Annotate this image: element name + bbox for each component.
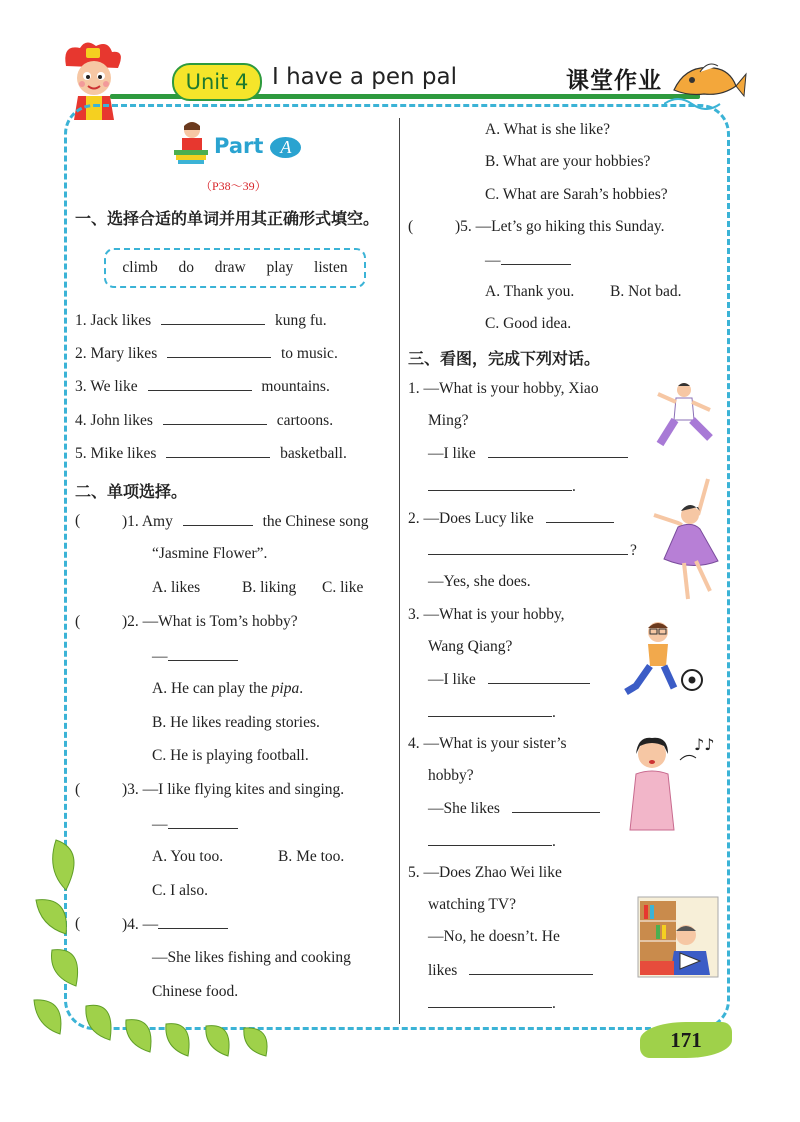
kungfu-boy-illustration (648, 380, 718, 452)
part-letter: A (270, 137, 301, 158)
q5-line1: )5. —Let’s go hiking this Sunday. (455, 218, 665, 235)
d4-line2: hobby? (428, 767, 474, 784)
answer-blank[interactable] (428, 540, 628, 555)
s1-item-1: 1. Jack likes kung fu. (75, 312, 327, 329)
q4-opt-b: B. What are your hobbies? (485, 153, 651, 170)
part-icon (172, 120, 210, 164)
d5-line2: watching TV? (428, 896, 516, 913)
q1-paren-open: ( (75, 512, 81, 529)
q4-line2: —She likes fishing and cooking (152, 949, 351, 966)
q4-line3: Chinese food. (152, 983, 239, 1000)
d5-line3: —No, he doesn’t. He (428, 928, 560, 945)
q2-opt-c: C. He is playing football. (152, 747, 309, 764)
page-number-badge (640, 1022, 732, 1058)
d4-line4: . (428, 831, 556, 852)
s1-item-3: 3. We like mountains. (75, 378, 330, 395)
page-number: 171 (670, 1027, 702, 1052)
q3-line1: )3. —I like flying kites and singing. (122, 781, 345, 798)
koi-fish-illustration (664, 50, 748, 110)
d1-line4: . (428, 476, 576, 497)
q3-opt-c: C. I also. (152, 882, 208, 899)
s1-item-4: 4. John likes cartoons. (75, 412, 334, 429)
s1-item-5: 5. Mike likes basketball. (75, 445, 347, 462)
answer-blank[interactable] (428, 831, 552, 846)
column-divider (399, 118, 400, 1024)
d1-line3: —I like (428, 443, 634, 464)
d1-line2: Ming? (428, 412, 469, 429)
q4-opt-c: C. What are Sarah’s hobbies? (485, 186, 668, 203)
q3-opt-b: B. Me too. (278, 848, 345, 865)
word-listen: listen (314, 259, 348, 276)
answer-blank[interactable] (428, 476, 572, 491)
q5-opt-c: C. Good idea. (485, 315, 572, 332)
d5-line1: 5. —Does Zhao Wei like (408, 864, 562, 881)
d3-line2: Wang Qiang? (428, 638, 513, 655)
answer-blank[interactable] (161, 310, 265, 325)
q1-line2: “Jasmine Flower”. (152, 545, 268, 562)
d2-line3: —Yes, she does. (428, 573, 531, 590)
q4-opt-a: A. What is she like? (485, 121, 610, 138)
q3-opt-a: A. You too. (152, 848, 224, 865)
q4-line1: )4. — (122, 914, 234, 935)
q3-paren-open: ( (75, 781, 81, 798)
q2-line1: )2. —What is Tom’s hobby? (122, 613, 298, 630)
answer-blank[interactable] (168, 646, 238, 661)
q5-dash: — (485, 250, 577, 271)
answer-blank[interactable] (158, 914, 228, 929)
q5-opt-b: B. Not bad. (610, 283, 682, 300)
unit-badge (172, 63, 262, 101)
d2-line2: ? (428, 540, 637, 561)
answer-blank[interactable] (183, 511, 253, 526)
word-box (104, 248, 366, 288)
q5-paren-open: ( (408, 218, 414, 235)
answer-blank[interactable] (428, 702, 552, 717)
d4-line3: —She likes (428, 798, 606, 819)
q2-dash: — (152, 646, 244, 667)
q1-opt-a: A. likes (152, 579, 201, 596)
q2-opt-b: B. He likes reading stories. (152, 714, 320, 731)
word-do: do (178, 259, 194, 276)
word-climb: climb (122, 259, 158, 276)
d3-line1: 3. —What is your hobby, (408, 606, 565, 623)
section3-title: 三、看图，完成下列对话。 (408, 349, 601, 368)
q2-opt-a: A. He can play the pipa. (152, 680, 304, 697)
answer-blank[interactable] (166, 443, 270, 458)
answer-blank[interactable] (488, 443, 628, 458)
d1-line1: 1. —What is your hobby, Xiao (408, 380, 599, 397)
unit-title: I have a pen pal (272, 64, 457, 90)
answer-blank[interactable] (163, 410, 267, 425)
part-pages: （P38～39） (200, 179, 267, 193)
svg-text:♪♪: ♪♪ (694, 735, 715, 754)
q2-paren-open: ( (75, 613, 81, 630)
q4-paren-open: ( (75, 915, 81, 932)
football-boy-illustration (622, 618, 706, 702)
answer-blank[interactable] (148, 376, 252, 391)
d4-line1: 4. —What is your sister’s (408, 735, 567, 752)
answer-blank[interactable] (546, 508, 614, 523)
section-tag: 课堂作业 (566, 68, 662, 94)
q1-opt-c: C. like (322, 579, 364, 596)
section2-title: 二、单项选择。 (75, 482, 188, 501)
reading-boy-illustration (636, 895, 720, 979)
word-draw: draw (214, 259, 246, 276)
answer-blank[interactable] (512, 798, 600, 813)
dancing-girl-illustration (648, 475, 724, 603)
q5-opt-a: A. Thank you. (485, 283, 575, 300)
singing-girl-illustration (622, 734, 718, 834)
answer-blank[interactable] (501, 250, 571, 265)
d5-line5: . (428, 993, 556, 1014)
q1-line1: )1. Amy the Chinese song (122, 513, 369, 530)
answer-blank[interactable] (168, 814, 238, 829)
d3-line4: . (428, 702, 556, 723)
q1-opt-b: B. liking (242, 579, 297, 596)
d2-line1: 2. —Does Lucy like (408, 508, 620, 529)
s1-item-2: 2. Mary likes to music. (75, 345, 338, 362)
answer-blank[interactable] (167, 343, 271, 358)
q3-dash: — (152, 814, 244, 835)
answer-blank[interactable] (428, 993, 552, 1008)
section1-title: 一、选择合适的单词并用其正确形式填空。 (75, 209, 380, 228)
answer-blank[interactable] (469, 960, 593, 975)
d5-line4: likes (428, 960, 599, 981)
part-label: Part A (214, 134, 301, 158)
d3-line3: —I like (428, 669, 596, 690)
answer-blank[interactable] (488, 669, 590, 684)
word-play: play (266, 259, 294, 276)
unit-badge-text: Unit 4 (185, 70, 249, 94)
